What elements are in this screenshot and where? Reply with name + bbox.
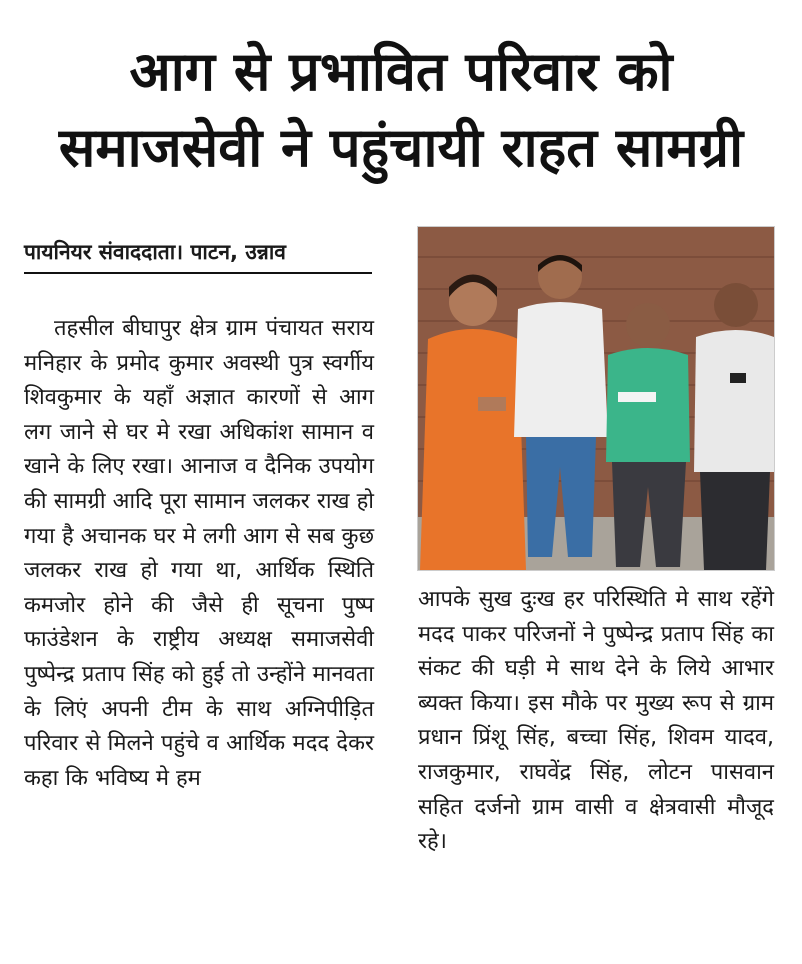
headline-line-1: आग से प्रभावित परिवार को bbox=[129, 40, 673, 103]
headline bbox=[0, 34, 802, 186]
article-left-column bbox=[24, 312, 374, 796]
article-paragraph-2: आपके सुख दुःख हर परिस्थिति मे साथ रहेंगे मदद पाकर परिजनों ने पुष्पेन्द्र प्रताप सिंह का संकट की घड़ी मे साथ देने के लिये आभार ब्यक्त किया। इस मौके पर मुख्य रूप से ग्राम प्रधान प्रिंशू सिंह, बच्चा सिंह, शिवम यादव, राजकुमार, राघवेंद्र सिंह, लोटन पासवान सहित दर्जनो ग्राम वासी व क्षेत्रवासी मौजूद रहे। bbox=[418, 587, 774, 855]
news-photo bbox=[417, 226, 775, 571]
photo-illustration bbox=[418, 227, 774, 570]
headline-line-2: समाजसेवी ने पहुंचायी राहत सामग्री bbox=[58, 116, 744, 179]
article-right-column bbox=[418, 583, 774, 860]
byline: पायनियर संवाददाता। पाटन, उन्नाव bbox=[24, 234, 372, 274]
article-paragraph-1: तहसील बीघापुर क्षेत्र ग्राम पंचायत सराय मनिहार के प्रमोद कुमार अवस्थी पुत्र स्वर्गीय शिवकुमार के यहाँ अज्ञात कारणों से आग लग जाने से घर मे रखा अधिकांश सामान व खाने के लिए रखा। आनाज व दैनिक उपयोग की सामग्री आदि पूरा सामान जलकर राख हो गया है अचानक घर मे लगी आग से सब कुछ जलकर राख हो गया था, आर्थिक स्थिति कमजोर होने की जैसे ही सूचना पुष्प फाउंडेशन के राष्ट्रीय अध्यक्ष समाजसेवी पुष्पेन्द्र प्रताप सिंह को हुई तो उन्होंने मानवता के लिएं अपनी टीम के साथ अग्निपीड़ित परिवार से मिलने पहुंचे व आर्थिक मदद देकर कहा कि भविष्य मे हम bbox=[24, 316, 374, 791]
